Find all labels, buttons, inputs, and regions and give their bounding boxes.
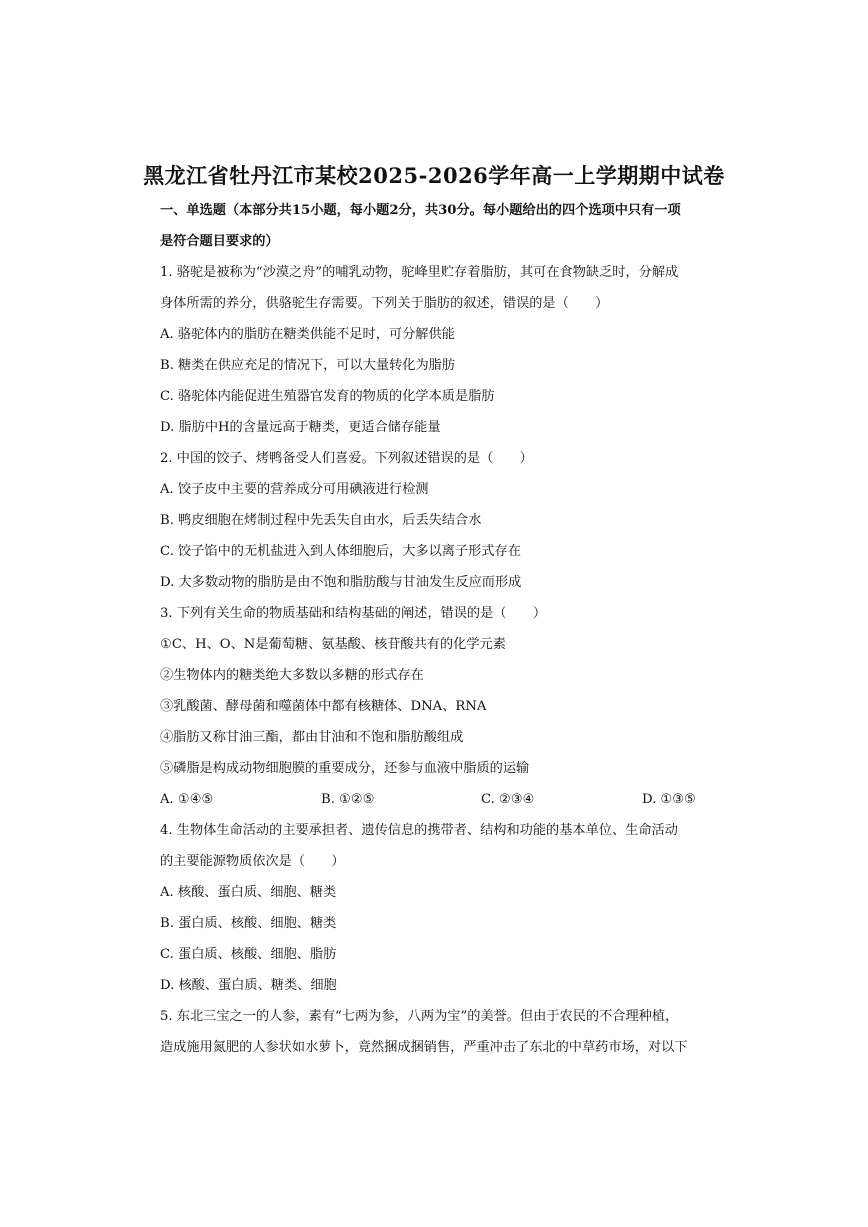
question-2-option-d: D. 大多数动物的脂肪是由不饱和脂肪酸与甘油发生反应而形成 <box>160 575 522 590</box>
question-3-statement-4: ④脂肪又称甘油三酯，都由甘油和不饱和脂肪酸组成 <box>160 730 464 745</box>
page-title: 黑龙江省牡丹江市某校2025-2026学年高一上学期期中试卷 <box>143 163 725 188</box>
question-1-option-c: C. 骆驼体内能促进生殖器官发育的物质的化学本质是脂肪 <box>160 389 495 404</box>
question-3-statement-1: ①C、H、O、N是葡萄糖、氨基酸、核苷酸共有的化学元素 <box>160 637 506 652</box>
question-4-option-a: A. 核酸、蛋白质、细胞、糖类 <box>160 885 337 900</box>
question-3-statement-5: ⑤磷脂是构成动物细胞膜的重要成分，还参与血液中脂质的运输 <box>160 761 530 776</box>
question-4-stem-line-2: 的主要能源物质依次是（ ） <box>160 854 345 869</box>
question-1-option-a: A. 骆驼体内的脂肪在糖类供能不足时，可分解供能 <box>160 327 455 342</box>
question-3-option-b: B. ①②⑤ <box>321 792 375 807</box>
question-3-option-d: D. ①③⑤ <box>642 792 696 807</box>
question-4-option-c: C. 蛋白质、核酸、细胞、脂肪 <box>160 947 337 962</box>
question-2-option-b: B. 鸭皮细胞在烤制过程中先丢失自由水，后丢失结合水 <box>160 513 482 528</box>
question-3-stem: 3. 下列有关生命的物质基础和结构基础的阐述，错误的是（ ） <box>160 606 547 621</box>
question-4-option-d: D. 核酸、蛋白质、糖类、细胞 <box>160 978 337 993</box>
question-2-option-a: A. 饺子皮中主要的营养成分可用碘液进行检测 <box>160 482 429 497</box>
question-1-option-d: D. 脂肪中H的含量远高于糖类，更适合储存能量 <box>160 420 441 435</box>
section-heading-line-1: 一、单选题（本部分共15小题，每小题2分，共30分。每小题给出的四个选项中只有一项 <box>160 203 681 218</box>
question-5-stem-line-1: 5. 东北三宝之一的人参，素有“七两为参，八两为宝”的美誉。但由于农民的不合理种植， <box>160 1009 679 1024</box>
question-1-stem-line-1: 1. 骆驼是被称为“沙漠之舟”的哺乳动物，驼峰里贮存着脂肪，其可在食物缺乏时，分解成 <box>160 265 679 280</box>
question-1-stem-line-2: 身体所需的养分，供骆驼生存需要。下列关于脂肪的叙述，错误的是（ ） <box>160 296 609 311</box>
question-3-option-c: C. ②③④ <box>481 792 535 807</box>
question-2-option-c: C. 饺子馅中的无机盐进入到人体细胞后，大多以离子形式存在 <box>160 544 521 559</box>
question-4-option-b: B. 蛋白质、核酸、细胞、糖类 <box>160 916 337 931</box>
question-3-option-a: A. ①④⑤ <box>160 792 214 807</box>
question-4-stem-line-1: 4. 生物体生命活动的主要承担者、遗传信息的携带者、结构和功能的基本单位、生命活动 <box>160 823 678 838</box>
question-5-stem-line-2: 造成施用氮肥的人参状如水萝卜，竟然捆成捆销售，严重冲击了东北的中草药市场，对以下 <box>160 1040 688 1055</box>
section-heading-line-2: 是符合题目要求的） <box>160 234 279 249</box>
question-3-statement-3: ③乳酸菌、酵母菌和噬菌体中都有核糖体、DNA、RNA <box>160 699 487 714</box>
question-3-statement-2: ②生物体内的糖类绝大多数以多糖的形式存在 <box>160 668 424 683</box>
question-1-option-b: B. 糖类在供应充足的情况下，可以大量转化为脂肪 <box>160 358 456 373</box>
question-2-stem: 2. 中国的饺子、烤鸭备受人们喜爱。下列叙述错误的是（ ） <box>160 451 533 466</box>
